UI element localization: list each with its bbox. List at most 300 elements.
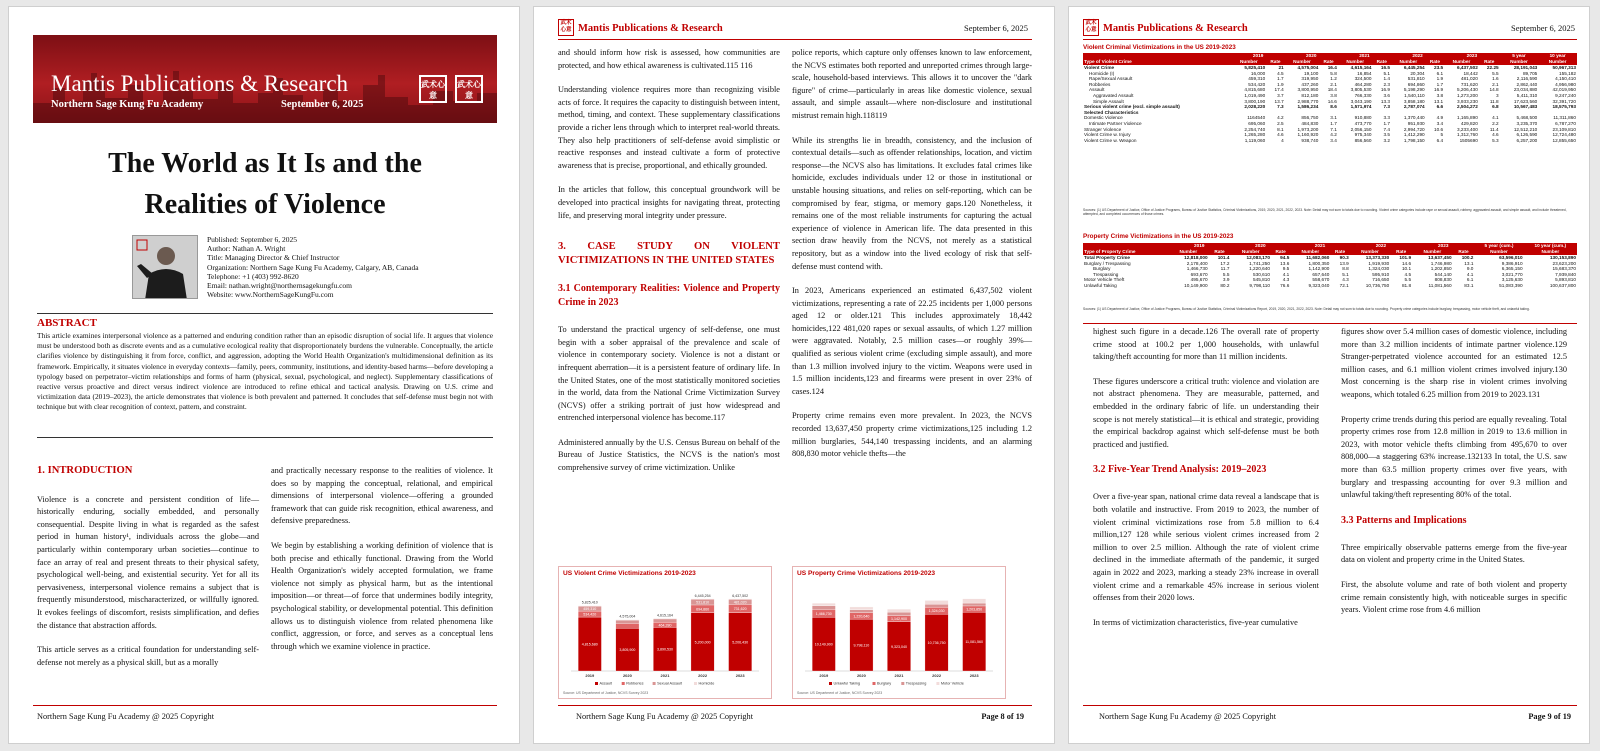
table-header-cell: Type of Violent Crime [1083,59,1232,65]
data-label: 1,142,900 [891,617,907,622]
subsection-heading: 3.3 Patterns and Implications [1341,514,1467,526]
table-row-label: Unlawful Taking [1084,282,1117,288]
table-cell: 3,858,180 [1403,98,1425,104]
banner-title: Mantis Publications & Research [51,71,349,96]
legend-entry: Trespassing [905,681,927,686]
table-cell: 695,060 [1248,120,1266,126]
table-cell: 4.1 [1492,115,1499,121]
table-cell: 1,466,730 [1186,266,1208,272]
table-cell: 23,623,200 [1552,260,1576,266]
table-header-cell: 2019 [1168,243,1230,249]
table-cell: 1.9 [1277,81,1284,87]
title-banner [33,35,497,123]
table-cell: 473,770 [1354,120,1372,126]
paragraph: Property crime remains even more prevalent. In 2023, the NCVS recorded 13,637,450 property crime victimizations,125 including 1.2 million burglaries, 544,140 trespassing incidents, and an alarming 808,830 motor vehicle thefts—the [792,411,1032,459]
table-cell: 484,830 [1301,120,1319,126]
table-cell: 5,825,410 [1244,65,1266,70]
table-cell: 3,800,950 [1297,87,1319,93]
meta-website[interactable]: Website: www.NorthernSageKungFu.com [207,290,334,300]
paragraph: police reports, which capture only offenses known to law enforcement, the NCVS estimates both reported and unreported crimes through large-scale, household-based interviews. This allows it to uncover the "dark figure" of crime—particularly in areas like domestic violence, sexual assault, and simple assault—where non-disclosure and institutional mistrust remain high.118119 [792,48,1032,120]
article-title [33,143,497,225]
tick-label: 2020 [856,673,866,678]
footer-copyright: Northern Sage Kung Fu Academy @ 2025 Copyright [576,712,754,721]
table-cell: 20,304 [1410,70,1425,76]
table-cell: 6,787,270 [1555,120,1576,126]
table-header-cell: Rate [1426,59,1444,65]
table-cell: 2,862,440 [1516,81,1538,87]
tick-label: 2021 [660,673,670,678]
table-cell: 1.9 [1436,76,1444,82]
table-header-cell: Rate [1319,59,1337,65]
table-cell: 16,854 [1357,70,1372,76]
table-cell: 4,956,980 [1555,81,1576,87]
bar-segment [887,609,910,612]
chart-title: US Violent Crime Victimizations 2019-2023 [563,570,696,577]
table-cell: 18.4 [1327,87,1337,93]
table-cell: 16.9 [1434,87,1444,93]
footer-divider [1083,705,1577,706]
header-date: September 6, 2025 [964,23,1028,33]
table-header-cell: 2023 [1444,53,1500,59]
table-header-cell: Rate [1453,249,1475,255]
data-label: 5,206,430 [732,640,749,645]
bar-segment [887,612,910,615]
violent-table-title: Violent Criminal Victimizations in the US 2019-2023 [1083,44,1236,51]
table-cell: 5.1 [1383,70,1390,76]
table-header-cell: 10 year [1538,53,1577,59]
table-cell: 2,056,150 [1350,126,1372,132]
table-cell: 1.7 [1330,120,1337,126]
bar-segment [812,606,835,610]
table-cell: 7.4 [1383,126,1390,132]
divider [37,313,493,314]
data-label: 5,200,000 [694,640,711,645]
table-cell: 1,165,890 [1456,115,1478,121]
table-cell: 2.1 [1330,81,1337,87]
data-label: 1,466,730 [815,611,832,616]
table-cell: 13.7 [1274,98,1284,104]
data-label: 10,149,900 [814,642,833,647]
table-cell: 10.6 [1434,126,1444,132]
intro-heading: 1. INTRODUCTION [37,465,133,476]
table-cell: 4.6 [1277,132,1284,138]
author-silhouette [133,236,198,299]
table-cell: 437,260 [1301,81,1319,87]
table-cell: 2,504,272 [1456,104,1478,110]
table-cell: 101.9 [1399,255,1412,260]
chart-property-svg [793,579,1005,691]
column-right [1341,326,1567,629]
bar-segment [616,623,639,628]
table-cell: 2,254,740 [1244,126,1266,132]
column-right [271,465,493,665]
table-header-cell: 5 year (cum.) [1474,243,1523,249]
table-cell: 910,880 [1354,115,1372,121]
chart-source: Source: US Department of Justice, NCVS Survey 2023 [797,691,883,695]
table-row-label: Assault [1089,87,1105,93]
table-cell: 5.5 [1222,271,1230,277]
table-cell: 17,623,560 [1513,98,1538,104]
table-cell: 4 [1281,137,1284,143]
table-header-cell: 2022 [1391,53,1444,59]
table-cell: 464,280 [1354,81,1372,87]
table-cell: 5.5 [1492,70,1499,76]
data-label: 459,310 [583,606,597,611]
legend-entry: Assault [599,681,612,686]
table-header-cell: 2020 [1230,243,1290,249]
table-cell: 545,810 [1252,277,1270,283]
table-cell: 4.2 [1277,115,1284,121]
tick-label: 2020 [622,673,632,678]
footer-copyright: Northern Sage Kung Fu Academy @ 2025 Copyright [37,712,215,721]
table-cell: 6.4 [1436,137,1444,143]
table-cell: 3.6 [1383,92,1390,98]
data-label: 3,890,530 [657,647,673,652]
table-cell: 1,273,200 [1456,92,1478,98]
bar-segment [691,599,714,600]
table-cell: 1,746,980 [1430,260,1452,266]
table-row-label: Homicide (I) [1089,70,1115,76]
table-cell: 3.8 [1330,92,1337,98]
table-cell: 1,741,250 [1249,260,1270,266]
total-label: 6,445,254 [694,593,711,598]
table-cell: 22.25 [1486,65,1499,70]
data-label: 534,420 [583,612,597,617]
legend-swatch [595,682,598,685]
total-label: 5,825,410 [581,600,598,605]
table-row-label: Stranger Violence [1084,126,1122,132]
table-cell: 766,330 [1354,92,1372,98]
data-label: 10,736,750 [927,641,946,646]
table-cell: 1,798,150 [1403,137,1425,143]
table-cell: 7.3 [1383,104,1390,110]
footer-divider [558,705,1032,706]
table-cell: 3,021,770 [1501,271,1523,277]
table-header-cell: Rate [1479,59,1500,65]
table-header-cell: Number [1500,59,1539,65]
table-cell: 595,910 [1372,271,1390,277]
table-cell: 3.3 [1383,115,1390,121]
table-cell: 3,933,230 [1456,98,1478,104]
table-header-cell: 2019 [1232,53,1285,59]
table-header-cell: 2021 [1290,243,1349,249]
table-cell: 2,994,720 [1403,126,1425,132]
seal-logo-left [419,75,447,103]
table-cell: 42,019,950 [1552,87,1576,93]
table-cell: 11.4 [1489,126,1499,132]
paragraph: and practically necessary response to the realities of violence. It does so by mapping the conceptual, relational, and empirical dimensions of interpersonal violence—offering a grounded framework that can guide risk recognition, ethical awareness, and defensive preparedness. [271,466,493,526]
table-cell: 13,637,450 [1428,255,1452,260]
paragraph: In 2023, Americans experienced an estimated 6,437,502 violent victimizations, representing a rate of 22.25 incidents per 1,000 persons aged 12 or older.121 This includes approximately 18,442 homicides,122 481,020 rapes or sexual assaults, of which 1.27 million were aggravated. Notably, 2.5 million cases—or roughly 39%—qualified as serious violent crime (excluding simple assault), and more than 1.3 million involved injury to the victim. Weapons were used in 1.5 million incidents,123 and firearms were present in over 23% of cases.124 [792,286,1032,396]
table-cell: 17.2 [1220,260,1230,266]
table-row-label: Simple Assault [1093,98,1124,104]
table-cell: 544,140 [1434,271,1452,277]
seal-text: 武术心意 [421,80,445,100]
table-header-cell: Number [1524,249,1577,255]
legend-entry: Unlawful Taking [833,681,861,686]
table-cell: 693,670 [1190,271,1208,277]
table-cell: 28,191,043 [1513,65,1538,70]
table-cell: 4,615,164 [1350,65,1372,70]
table-cell: 5.1 [1342,271,1349,277]
table-cell: 100,637,800 [1549,282,1576,288]
table-cell: 975,340 [1354,132,1372,138]
table-cell: 4.2 [1330,132,1337,138]
table-cell: 11.8 [1489,98,1499,104]
total-label: 6,437,502 [732,593,749,598]
table-cell: 32,391,720 [1552,98,1576,104]
table-cell: 5,411,310 [1516,92,1538,98]
bar-segment [963,599,986,603]
paragraph: To understand the practical urgency of self-defense, one must begin with a sober appraisal of the prevalence and scale of violence in contemporary society. Violence is not a distant or infrequent aberration—it is a persistent feature of ordinary life. In the United States, one of the most statistically monitored societies in the world, data from the National Crime Victimization Survey (NCVS) offer a striking portrait of just how widespread and entrenched interpersonal violence has become.117 [558,325,780,423]
table-row [1083,283,1577,289]
seal-text: 武术心意 [1085,20,1097,33]
table-cell: 4.6 [1492,132,1499,138]
table-cell: 9,247,240 [1555,92,1576,98]
table-cell: 23.5 [1434,65,1444,70]
header-publisher: Mantis Publications & Research [1103,23,1248,34]
table-cell: 5.3 [1492,137,1499,143]
property-table-title: Property Crime Victimizations in the US 2019-2023 [1083,233,1234,240]
chart-source: Source: US Department of Justice, NCVS Survey 2023 [563,691,649,695]
table-cell: 938,740 [1301,137,1319,143]
table-cell: 2.2 [1492,120,1499,126]
table-cell: 12,818,000 [1184,255,1208,260]
table-cell: 8.1 [1277,126,1284,132]
table-cell: 2,988,770 [1297,98,1319,104]
tick-label: 2022 [932,673,942,678]
table-cell: 7,939,840 [1555,271,1576,277]
banner-date: September 6, 2025 [281,99,364,110]
table-header-cell: 2023 [1412,243,1474,249]
table-cell: 5.5 [1404,277,1412,283]
table-cell: 12,512,210 [1513,126,1538,132]
table-cell: 4.3 [1342,277,1349,283]
table-cell: 23,034,880 [1513,87,1538,93]
table-cell: 4.9 [1436,115,1444,121]
table-cell: 1,370,440 [1403,115,1425,121]
table-cell: 9.0 [1466,266,1474,272]
legend-entry: Sexual Assault [657,681,683,686]
seal-text: 武术心意 [560,20,572,33]
table-cell: 72.1 [1339,282,1349,288]
header-divider [558,39,1032,40]
tick-label: 2023 [969,673,979,678]
document-page-3 [1068,6,1590,744]
table-cell: 3,800,190 [1244,98,1266,104]
table-cell: 17.4 [1274,87,1284,93]
table-header-cell: 2022 [1350,243,1412,249]
table-header-cell: Number [1168,249,1209,255]
table-row-label: Robberies [1089,81,1111,87]
column-left [558,47,780,487]
meta-title: Title: Managing Director & Chief Instructor [207,253,340,263]
footer-copyright: Northern Sage Kung Fu Academy @ 2025 Copyright [1099,712,1277,721]
table-cell: 4.5 [1404,271,1412,277]
table-cell: 3.1 [1330,115,1337,121]
property-table-note: Sources: (1) US Department of Justice, Office of Justice Programs, Bureau of Justice Statistics, Criminal Victimizations Report, 2019, 2020, 2021, 2022, 2023. Note: Detail may not sum to totals due to rounding. Property crime categories include burglary, trespassing, motor vehicle theft, and unlawful taking. [1083,307,1530,311]
header-logo [1083,19,1099,36]
table-cell: 14.6 [1401,260,1412,266]
abstract-text: This article examines interpersonal violence as a patterned and enduring condition rather than an episodic disruption of social life. It argues that violence must be understood both as discrete events and as a cumulative ecological reality that disproportionately burdens the vulnerable. Conceptually, the article clarifies violence by distinguishing it from force, conflict, and aggression, adopting the World Health Organization's multidimensional definition as its framework. Empirically, it situates violence in everyday contexts—family, peers, community, institutions, and identity-based harms—before developing a typology based on perpetrator–victim relationships and forms of harm (physical, sexual, psychological, and neglect). Supplementary classifications of reactive versus proactive and direct versus indirect violence are introduced to refine ethical and tactical analysis. Drawing on U.S. crime and victimization data (2019–2023), the article demonstrates that violence is both prevalent and patterned. It concludes that self-defense must begin not with technique but with clear recognition of context, pattern, and constraint. [37,331,493,412]
table-cell: 6.1 [1466,277,1474,283]
table-cell: 19,100 [1304,70,1319,76]
table-header-cell: 2020 [1285,53,1338,59]
column-right [792,47,1032,473]
table-cell: 531,810 [1407,76,1425,82]
meta-email[interactable]: Email: nathan.wright@northernsagekungfu.com [207,281,352,291]
table-header-cell: Number [1232,59,1267,65]
meta-published: Published: September 6, 2025 [207,235,297,244]
table-cell: 2.5 [1277,120,1284,126]
table-cell: 856,560 [1354,137,1372,143]
legend-entry: Motor Vehicle [940,681,964,686]
table-cell: 1,265,280 [1244,132,1266,138]
data-label: 3,805,900 [619,648,636,653]
table-cell: 716,650 [1372,277,1390,283]
table-cell: 9,323,040 [1308,282,1330,288]
divider [1083,323,1577,324]
table-cell: 6,257,200 [1516,137,1538,143]
legend-swatch [901,682,904,685]
table-cell: 1,202,850 [1430,266,1452,272]
header-date: September 6, 2025 [1511,23,1575,33]
paragraph: and should inform how risk is assessed, how communities are protected, and how ethical awareness is cultivated.115 116 [558,48,780,70]
table-cell: 1,540,110 [1404,92,1425,98]
table-header-cell: 2021 [1338,53,1391,59]
table-row-label: Violent Crime [1084,65,1115,70]
table-header-cell: Rate [1271,249,1290,255]
table-cell: 83.1 [1464,282,1474,288]
table-cell: 76.6 [1280,282,1290,288]
table-cell: 3.5 [1383,132,1390,138]
table-cell: 12,724,480 [1552,132,1576,138]
header-logo [558,19,574,36]
header-publisher: Mantis Publications & Research [578,23,723,34]
table-cell: 951,930 [1407,120,1425,126]
table-header-cell: Number [1285,59,1320,65]
table-cell: 2,116,590 [1516,76,1538,82]
seal-logo-right [455,75,483,103]
table-row-label: Domestic Violence [1084,115,1123,121]
table-cell: 12,083,170 [1246,255,1270,260]
table-cell: 1.4 [1383,76,1390,82]
meta-organization: Organization: Northern Sage Kung Fu Academy, Calgary, AB, Canada [207,262,419,272]
table-row-label: Trespassing [1093,271,1119,277]
author-info [207,235,419,299]
table-cell: 2,178,400 [1186,260,1208,266]
table-cell: 1,571,974 [1350,104,1372,110]
table-header-cell: Number [1230,249,1271,255]
table-cell: 4,575,004 [1297,65,1319,70]
bar-segment [925,604,948,607]
table-cell: 11,081,560 [1428,282,1452,288]
bar-segment [578,606,601,607]
table-cell: 101.4 [1217,255,1230,260]
bar-segment [963,603,986,606]
table-cell: 6.8 [1492,104,1499,110]
table-cell: 6,126,590 [1516,132,1538,138]
meta-author: Author: Nathan A. Wright [207,244,286,254]
table-cell: 1164540 [1247,115,1266,121]
table-cell: 558,670 [1312,277,1330,283]
table-row-label: Violent Crime w. Injury [1084,132,1131,138]
legend-entry: Burglary [877,681,892,686]
table-row-label: Burglary [1093,266,1111,272]
data-label: 694,860 [696,607,710,612]
table-cell: 1.6 [1492,76,1499,82]
table-cell: 51,083,390 [1499,282,1523,288]
table-cell: 1.2 [1330,76,1337,82]
table-cell: 16.5 [1380,65,1390,70]
table-header-cell: 5 year [1500,53,1539,59]
table-row-label: Motor Vehicle Theft [1084,277,1125,283]
table-row-label: Intimate Partner Violence [1089,120,1142,126]
table-cell: 731,620 [1460,81,1478,87]
table-cell: 16,000 [1250,70,1266,76]
data-label: 9,798,110 [853,643,870,648]
table-cell: 7.3 [1277,104,1284,110]
table-cell: 3.4 [1330,137,1337,143]
table-row-label: Total Property Crime [1084,255,1131,260]
property-crime-table [1083,243,1577,289]
table-cell: 495,670 [1190,277,1208,283]
table-cell: 11.7 [1220,266,1230,272]
table-cell: 2,787,074 [1403,104,1425,110]
table-cell: 21 [1278,65,1284,70]
table-cell: 15,683,370 [1552,266,1576,272]
table-cell: 1505690 [1459,137,1478,143]
tick-label: 2021 [894,673,904,678]
document-page-1 [8,6,520,744]
table-header-cell: Rate [1373,59,1391,65]
table-cell: 90.3 [1339,255,1349,260]
table-cell: 534,420 [1248,81,1266,87]
table-cell: 13.9 [1339,260,1349,266]
table-cell: 16.9 [1380,87,1390,93]
table-cell: 94.5 [1280,255,1290,260]
legend-swatch [936,682,939,685]
table-cell: 3.4 [1436,120,1444,126]
paragraph: While its strengths lie in breadth, consistency, and the inclusion of contextual details—such as offender relationships, location, and victim response—the NCVS also has limitations. It excludes fatal crimes like homicide, excludes individuals under 12 or those in institutional or unstable housing situations, and relies on self-reporting, which can be compromised by fear, stigma, or memory gaps.120 Nonetheless, it remains one of the most reliable instruments for capturing the actual experience of violence in American life. The data presented in this section draw heavily from the NCVS, not merely as a statistical repository, but as a window into the lived ecology of risk that self-defense must contend with. [792,135,1032,271]
table-row-label: Aggravated Assault [1093,92,1134,98]
table-cell: 2.3 [1383,81,1390,87]
bar-segment [850,610,873,613]
table-cell: 6,445,254 [1403,65,1425,70]
table-cell: 1,312,760 [1456,132,1478,138]
legend-swatch [873,682,876,685]
bar-segment [616,620,639,621]
table-cell: 89,705 [1522,70,1538,76]
table-cell: 13.1 [1464,260,1474,266]
bar-segment [812,603,835,606]
table-header-cell: Number [1538,59,1577,65]
table-cell: 3.8 [1436,92,1444,98]
table-cell: 14.6 [1327,98,1337,104]
table-cell: 3 [1496,92,1499,98]
chart-property-crime [792,566,1006,699]
table-cell: 3,233,400 [1456,126,1478,132]
footer-divider [33,705,497,706]
table-row-label: Serious violent crime (excl. simple assault) [1084,104,1180,110]
table-cell: 9.5 [1282,266,1290,272]
table-cell: 4.1 [1282,271,1290,277]
data-label: 531,810 [696,600,710,605]
bar-segment [653,618,676,619]
table-cell: 13.1 [1434,98,1444,104]
table-cell: 16.4 [1327,65,1337,70]
table-row-label: Violent Crime w. Weapon [1084,137,1137,143]
